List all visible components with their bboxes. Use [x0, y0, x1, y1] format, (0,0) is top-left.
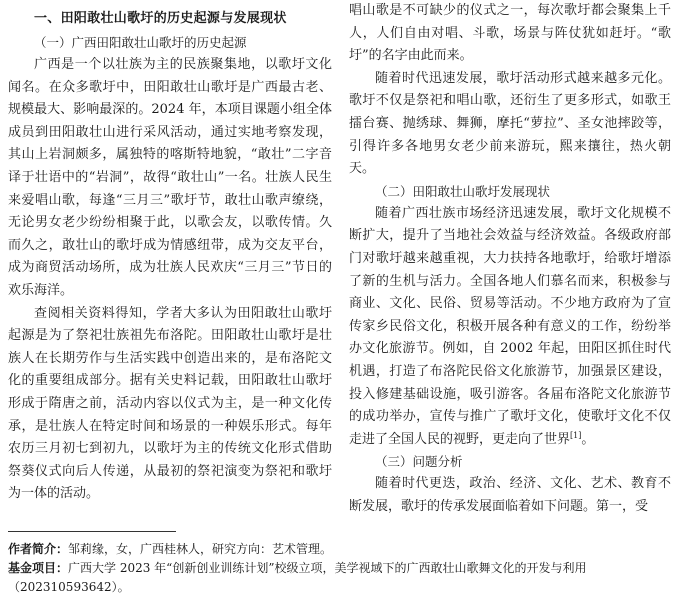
paragraph-problems: 随着时代更迭，政治、经济、文化、艺术、教育不断发展，歌圩的传承发展面临着如下问题。第一，受	[349, 476, 671, 514]
citation-marker[interactable]: [1]	[570, 430, 582, 440]
paragraph-status-end: 。	[581, 431, 595, 447]
subsection-title-status: （二）田阳敢壮山歌圩发展现状	[375, 183, 551, 199]
footnotes	[8, 540, 672, 597]
footnote-divider	[8, 531, 176, 532]
paragraph-status-text: 随着广西壮族市场经济迅速发展，歌圩文化规模不断扩大，提升了当地社会效益与经济效益。各级政府部门对歌圩越来越重视，大力扶持各地歌圩，给歌圩增添了新的生机与活力。全国各地人们慕名而来，积极参与商业、文化、民俗、贸易等活动。不少地方政府为了宣传家乡民俗文化，积极开展各种有意义的工作，纷纷举办文化旅游节。例如，自 2002 年起，田阳区抓住时代机遇，打造了布洛陀民俗文化旅游节，加强景区建设，投入修建基础设施，吸引游客。各届布洛陀文化旅游节的成功举办，宣传与推广了歌圩文化，使歌圩文化不仅走进了全国人民的视野，更走向了世界	[349, 205, 671, 447]
subsection-title-problems: （三）问题分析	[375, 454, 463, 470]
fund-label: 基金项目：	[8, 561, 69, 575]
paragraph-status	[349, 203, 671, 452]
right-column	[349, 0, 671, 518]
author-note	[8, 540, 672, 559]
fund-text: 广西大学 2023 年“创新创业训练计划”校级立项，美学视域下的广西敢壮山歌舞文化的开发与利用（202310593642）。	[8, 561, 587, 594]
paragraph-origin-2: 查阅相关资料得知，学者大多认为田阳敢壮山歌圩起源是为了祭祀壮族祖先布洛陀。田阳敢壮山歌圩是壮族人在长期劳作与生活实践中创造出来的，是布洛陀文化的重要组成部分。据有关史料记载，田阳敢壮山歌圩形成于隋唐之前，活动内容以仪式为主，是一种文化传承，是壮族人在特定时间和场景的一种娱乐形式。每年农历三月初七到初九，以歌圩为主的传统文化形式借助祭葵仪式向后人传递，从最初的祭祀演变为祭祀和歌圩为一体的活动。	[8, 305, 332, 502]
paragraph-origin-continued: 唱山歌是不可缺少的仪式之一，每次歌圩都会聚集上千人，人们自由对唱、斗歌，场景与阵仗犹如赶圩。“歌圩”的名字由此而来。	[349, 3, 671, 64]
paragraph-origin-1: 广西是一个以壮族为主的民族聚集地，以歌圩文化闻名。在众多歌圩中，田阳敢壮山歌圩是广西最古老、规模最大、影响最深的。2024 年，本项目课题小组全体成员到田阳敢壮山进行采风活动，通过实地考察发现，其山上岩洞颇多，属独特的喀斯特地貌，“敢壮”二字音译于壮语中的“岩洞”，故得“敢壮山”一名。壮族人民生来爱唱山歌，每逢“三月三”歌圩节，敢壮山歌声缭绕，无论男女老少纷纷相聚于此，以歌会友，以歌传情。久而久之，敢壮山的歌圩成为情感纽带，成为交友平台，成为商贸活动场所，成为壮族人民欢庆“三月三”节日的欢乐海洋。	[8, 57, 332, 298]
left-column	[8, 0, 332, 506]
subsection-title-origin: （一）广西田阳敢壮山歌圩的历史起源	[34, 35, 247, 50]
fund-note	[8, 559, 672, 597]
author-label: 作者简介：	[8, 542, 69, 556]
author-text: 邹莉缘，女，广西桂林人，研究方向：艺术管理。	[68, 542, 333, 556]
section-title: 一、田阳敢壮山歌圩的历史起源与发展现状	[34, 11, 287, 26]
paragraph-diversification: 随着时代迅速发展，歌圩活动形式越来越多元化。歌圩不仅是祭祀和唱山歌，还衍生了更多形式，如歌王擂台赛、抛绣球、舞狮，摩托“萝拉”、圣女池摔跤等，引得许多各地男女老少前来游玩，熙来攘往，热火朝天。	[349, 70, 671, 177]
